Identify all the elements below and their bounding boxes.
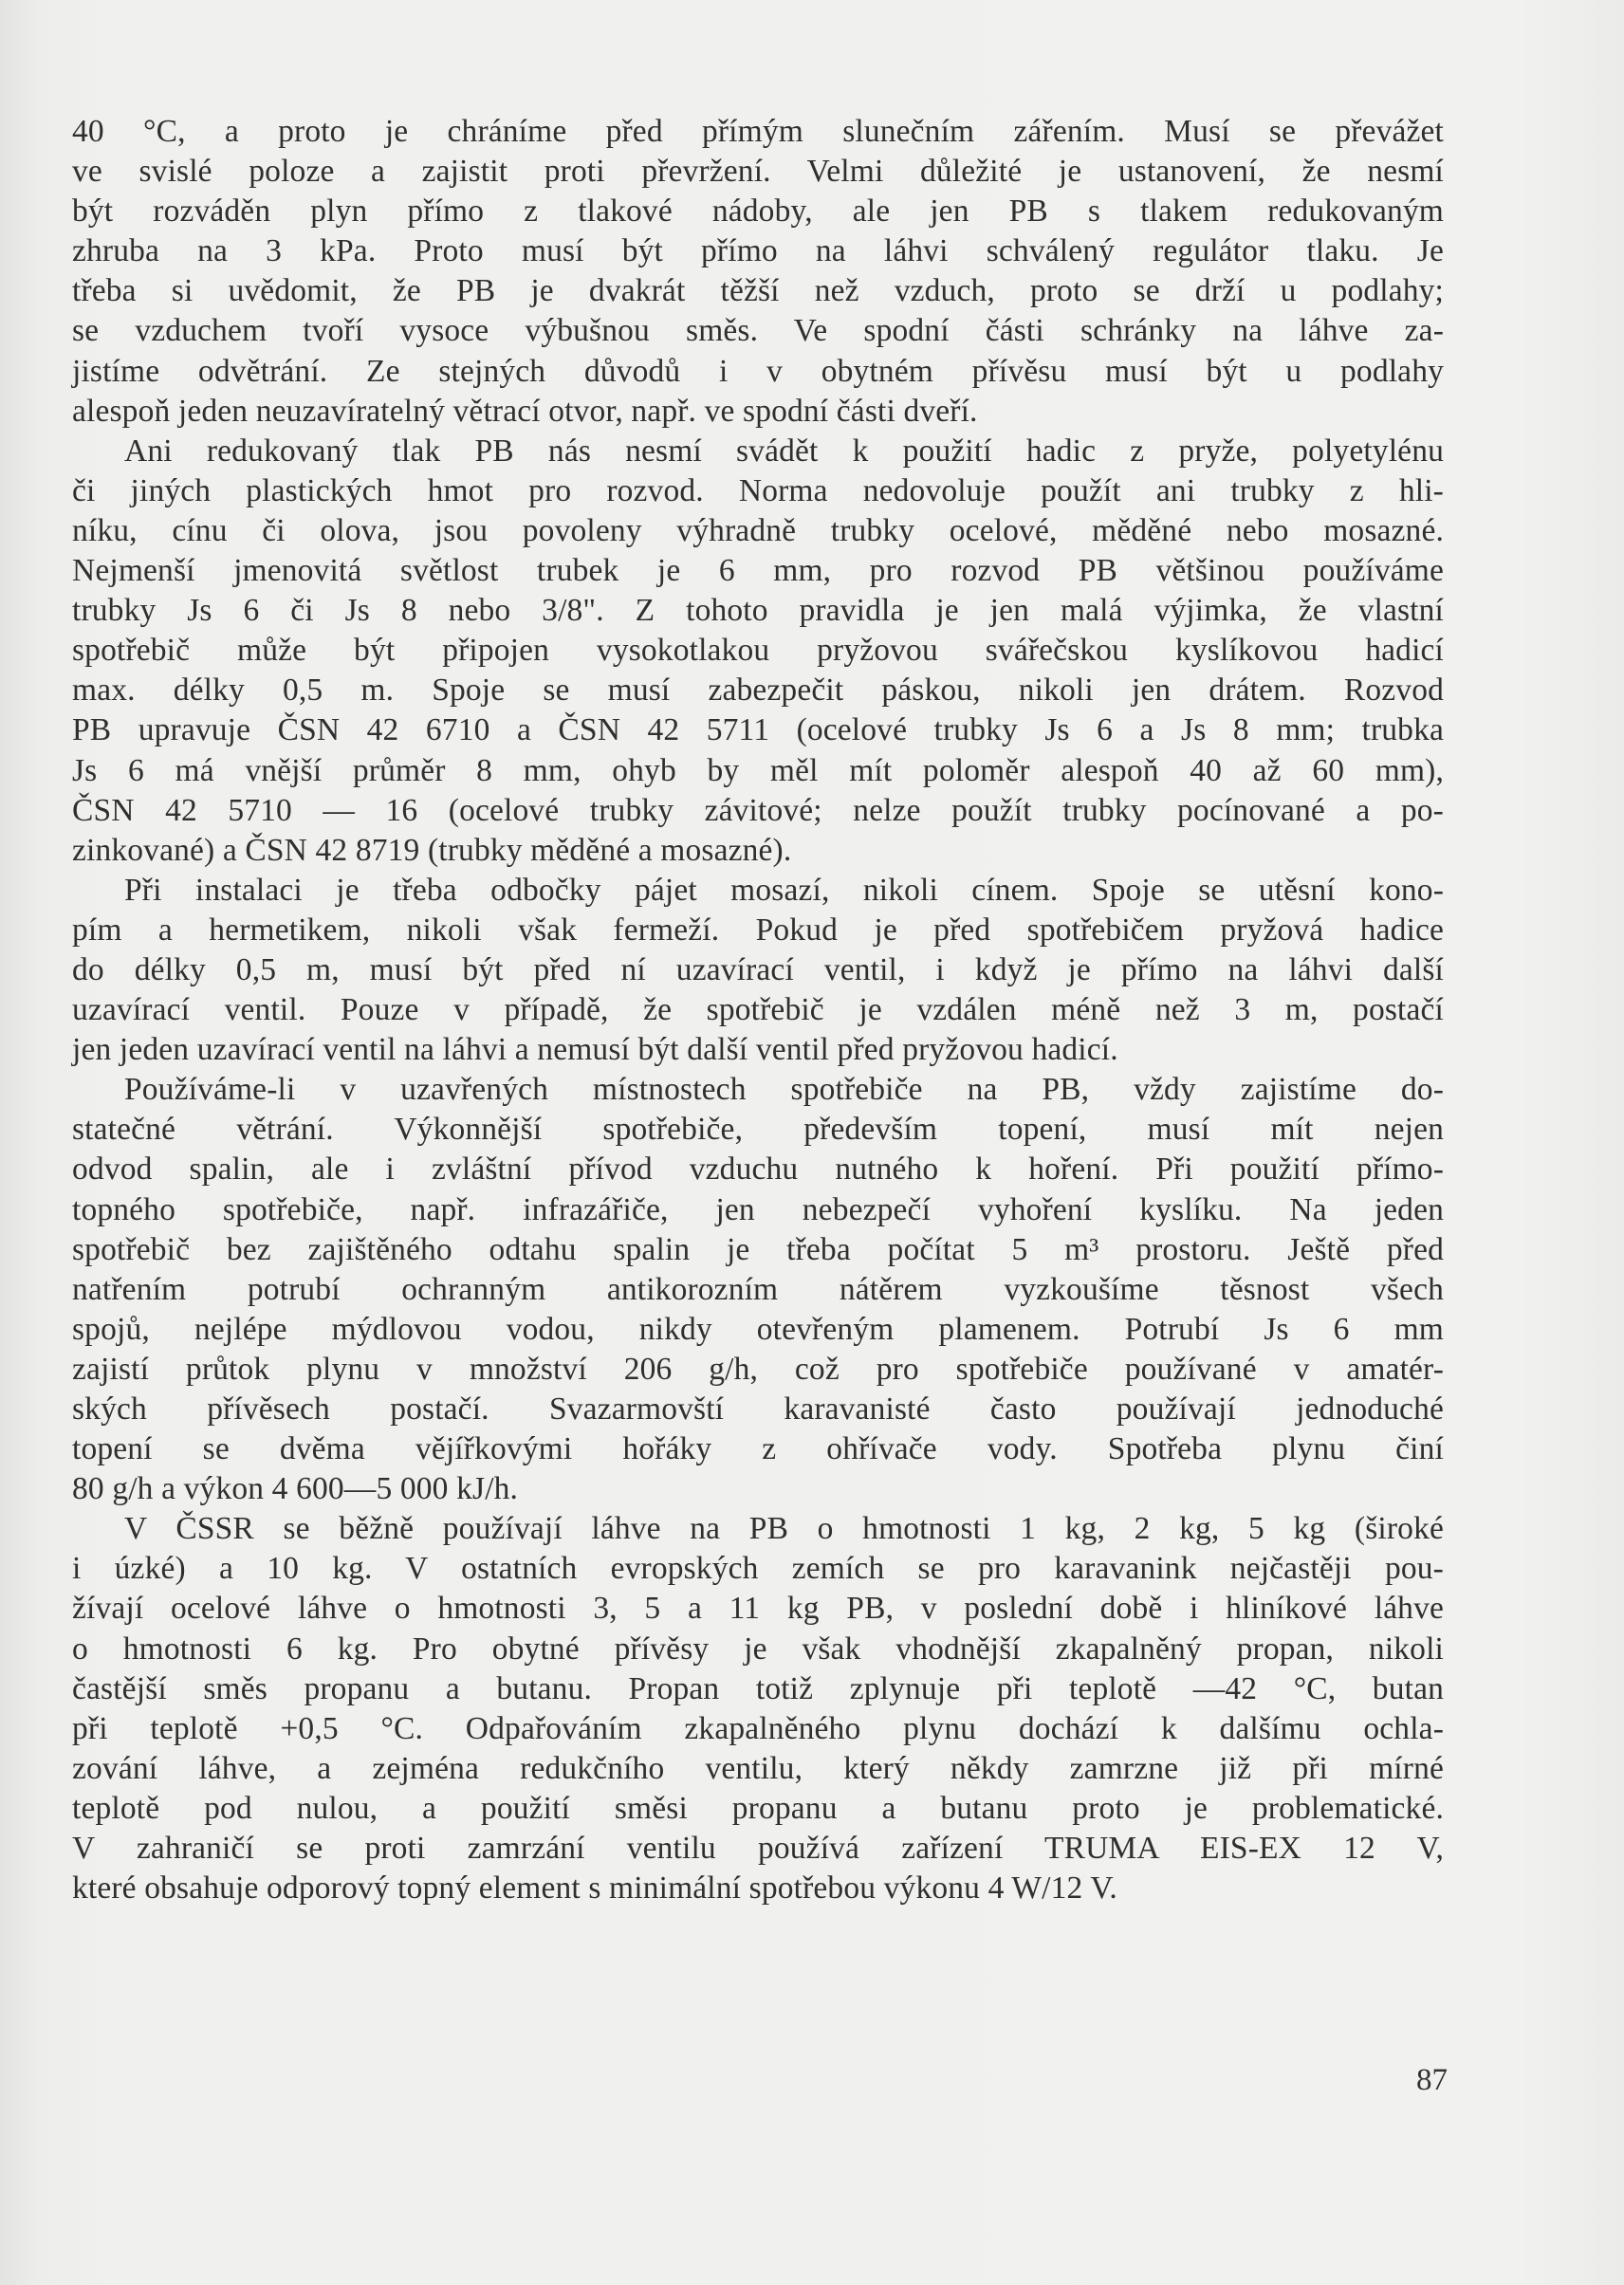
text-line: i úzké) a 10 kg. V ostatních evropských zemích se pro karavanink nejčastěji pou-: [72, 1551, 1444, 1587]
text-line: zinkované) a ČSN 42 8719 (trubky měděné a mosazné).: [72, 832, 792, 868]
text-line: zování láhve, a zejména redukčního ventilu, který někdy zamrzne již při mírné: [72, 1750, 1444, 1786]
text-line: Při instalaci je třeba odbočky pájet mosazí, nikoli cínem. Spoje se utěsní kono-: [124, 872, 1444, 908]
text-line: zajistí průtok plynu v množství 206 g/h, což pro spotřebiče používané v amatér-: [72, 1351, 1444, 1387]
text-line: spotřebič bez zajištěného odtahu spalin je třeba počítat 5 m³ prostoru. Ještě před: [72, 1231, 1444, 1267]
text-line: žívají ocelové láhve o hmotnosti 3, 5 a 11 kg PB, v poslední době i hliníkové láhve: [72, 1591, 1444, 1627]
text-line: Používáme-li v uzavřených místnostech spotřebiče na PB, vždy zajistíme do-: [124, 1072, 1444, 1108]
body-text: [72, 112, 1444, 1908]
paragraph: [72, 1509, 1444, 1908]
text-line: odvod spalin, ale i zvláštní přívod vzduchu nutného k hoření. Při použití přímo-: [72, 1152, 1444, 1188]
text-line: ských přívěsech postačí. Svazarmovští karavanisté často používají jednoduché: [72, 1391, 1444, 1427]
page-number: 87: [1416, 2063, 1448, 2097]
text-line: ČSN 42 5710 — 16 (ocelové trubky závitové; nelze použít trubky pocínované a po-: [72, 792, 1444, 828]
text-line: V ČSSR se běžně používají láhve na PB o hmotnosti 1 kg, 2 kg, 5 kg (široké: [124, 1511, 1444, 1547]
paragraph: [72, 112, 1444, 432]
text-line: teplotě pod nulou, a použití směsi propanu a butanu proto je problematické.: [72, 1790, 1444, 1826]
text-line: Ani redukovaný tlak PB nás nesmí svádět k použití hadic z pryže, polyetylénu: [124, 433, 1444, 469]
text-line: spotřebič může být připojen vysokotlakou pryžovou svářečskou kyslíkovou hadicí: [72, 633, 1444, 669]
text-line: PB upravuje ČSN 42 6710 a ČSN 42 5711 (ocelové trubky Js 6 a Js 8 mm; trubka: [72, 712, 1444, 748]
text-line: se vzduchem tvoří vysoce výbušnou směs. Ve spodní části schránky na láhve za-: [72, 313, 1444, 349]
text-line: alespoň jeden neuzavíratelný větrací otvor, např. ve spodní části dveří.: [72, 393, 978, 429]
text-line: topného spotřebiče, např. infrazářiče, jen nebezpečí vyhoření kyslíku. Na jeden: [72, 1191, 1444, 1227]
text-line: jen jeden uzavírací ventil na láhvi a nemusí být další ventil před pryžovou hadicí.: [72, 1032, 1118, 1068]
text-line: třeba si uvědomit, že PB je dvakrát těžší než vzduch, proto se drží u podlahy;: [72, 273, 1444, 309]
text-line: při teplotě +0,5 °C. Odpařováním zkapalněného plynu dochází k dalšímu ochla-: [72, 1710, 1444, 1746]
text-line: uzavírací ventil. Pouze v případě, že spotřebič je vzdálen méně než 3 m, postačí: [72, 992, 1444, 1028]
text-line: statečné větrání. Výkonnější spotřebiče, především topení, musí mít nejen: [72, 1112, 1444, 1148]
text-line: spojů, nejlépe mýdlovou vodou, nikdy otevřeným plamenem. Potrubí Js 6 mm: [72, 1311, 1444, 1347]
paragraph: [72, 871, 1444, 1070]
text-line: 80 g/h a výkon 4 600—5 000 kJ/h.: [72, 1471, 519, 1507]
text-line: max. délky 0,5 m. Spoje se musí zabezpečit páskou, nikoli jen drátem. Rozvod: [72, 673, 1444, 709]
paragraph: [72, 1070, 1444, 1509]
text-line: V zahraničí se proti zamrzání ventilu používá zařízení TRUMA EIS-EX 12 V,: [72, 1831, 1444, 1867]
text-line: topení se dvěma vějířkovými hořáky z ohřívače vody. Spotřeba plynu činí: [72, 1431, 1444, 1467]
paragraph: [72, 432, 1444, 871]
text-line: Nejmenší jmenovitá světlost trubek je 6 mm, pro rozvod PB většinou používáme: [72, 553, 1444, 589]
text-line: níku, cínu či olova, jsou povoleny výhradně trubky ocelové, měděné nebo mosazné.: [72, 512, 1444, 548]
text-line: natřením potrubí ochranným antikorozním nátěrem vyzkoušíme těsnost všech: [72, 1271, 1444, 1307]
text-line: jistíme odvětrání. Ze stejných důvodů i v obytném přívěsu musí být u podlahy: [72, 353, 1444, 389]
text-line: častější směs propanu a butanu. Propan totiž zplynuje při teplotě —42 °C, butan: [72, 1670, 1444, 1706]
text-line: být rozváděn plyn přímo z tlakové nádoby, ale jen PB s tlakem redukovaným: [72, 193, 1444, 230]
text-line: zhruba na 3 kPa. Proto musí být přímo na láhvi schválený regulátor tlaku. Je: [72, 233, 1444, 269]
text-line: ve svislé poloze a zajistit proti převržení. Velmi důležité je ustanovení, že nesmí: [72, 154, 1444, 190]
text-line: 40 °C, a proto je chráníme před přímým slunečním zářením. Musí se převážet: [72, 114, 1444, 149]
text-line: či jiných plastických hmot pro rozvod. Norma nedovoluje použít ani trubky z hli-: [72, 472, 1444, 508]
text-line: pím a hermetikem, nikoli však fermeží. Pokud je před spotřebičem pryžová hadice: [72, 912, 1444, 948]
text-line: trubky Js 6 či Js 8 nebo 3/8". Z tohoto pravidla je jen malá výjimka, že vlastní: [72, 593, 1444, 629]
text-line: které obsahuje odporový topný element s minimální spotřebou výkonu 4 W/12 V.: [72, 1870, 1117, 1907]
text-line: o hmotnosti 6 kg. Pro obytné přívěsy je však vhodnější zkapalněný propan, nikoli: [72, 1631, 1444, 1667]
text-line: do délky 0,5 m, musí být před ní uzavírací ventil, i když je přímo na láhvi další: [72, 951, 1444, 987]
text-line: Js 6 má vnější průměr 8 mm, ohyb by měl mít poloměr alespoň 40 až 60 mm),: [72, 752, 1444, 788]
